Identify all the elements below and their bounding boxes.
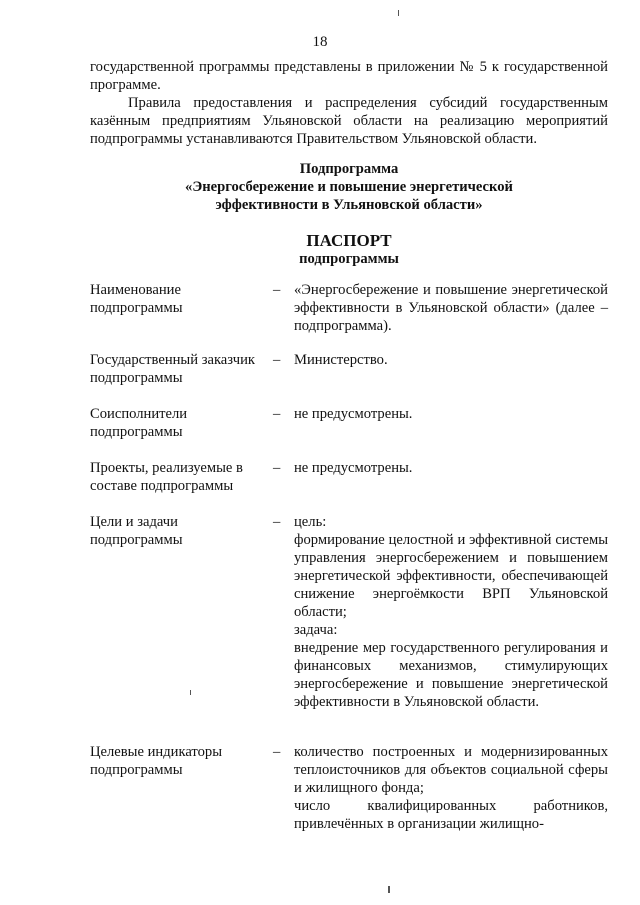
passport-value-coexecutors: не предусмотрены. [294,406,413,422]
indicator-item-2: число квалифицированных работников, привлечённых в организации жилищно- [294,798,608,832]
passport-label-customer: Государственный заказчик подпрограммы [90,352,255,386]
passport-title: ПАСПОРТ [306,231,392,250]
passport-subtitle: подпрограммы [299,251,399,267]
passport-value-goals [294,513,608,711]
passport-dash: – [273,352,281,368]
task-text: внедрение мер государственного регулирования и финансовых механизмов, стимулирующих энергосбережение и повышение энергетической эффективности в Ульяновской области. [294,640,608,710]
indicator-item-1: количество построенных и модернизированных теплоисточников для объектов социальной сферы и жилищного фонда; [294,744,608,796]
scan-artifact [398,10,399,16]
passport-dash: – [273,514,281,530]
passport-dash: – [273,744,281,760]
passport-label-coexecutors: Соисполнители подпрограммы [90,406,188,440]
intro-text [90,58,608,148]
page-number: 18 [312,34,328,50]
goal-text: формирование целостной и эффективной системы управления энергосбережением и повышением энергетической эффективности, обеспечивающей снижение энергоёмкости ВРП Ульяновской области; [294,532,608,620]
passport-value-name: «Энергосбережение и повышение энергетической эффективности в Ульяновской области» (далее – подпрограмма). [294,282,608,334]
passport-label-projects: Проекты, реализуемые в составе подпрограммы [90,460,243,494]
scan-artifact [388,886,390,893]
passport-label-indicators: Целевые индикаторы подпрограммы [90,744,223,778]
scan-artifact [190,690,191,695]
task-label: задача: [294,622,338,638]
intro-paragraph-2: Правила предоставления и распределения субсидий государственным казённым предприятиям Ульяновской области на реализацию мероприятий подпрограммы устанавливаются Правительством Ульяновской области. [90,95,608,147]
passport-heading [90,232,608,268]
passport-value-indicators [294,743,608,833]
passport-label-goals: Цели и задачи подпрограммы [90,514,183,548]
passport-dash: – [273,406,281,422]
passport-label-name: Наименование подпрограммы [90,282,183,316]
subprogram-heading [90,160,608,214]
passport-value-customer: Министерство. [294,352,388,368]
subprogram-heading-line-2: «Энергосбережение и повышение энергетической [185,179,513,195]
goal-label: цель: [294,514,327,530]
passport-value-projects: не предусмотрены. [294,460,413,476]
passport-dash: – [273,282,281,298]
subprogram-heading-line-3: эффективности в Ульяновской области» [215,197,483,213]
passport-dash: – [273,460,281,476]
intro-paragraph-1: государственной программы представлены в приложении № 5 к государственной программе. [90,59,608,93]
subprogram-heading-line-1: Подпрограмма [299,161,399,177]
